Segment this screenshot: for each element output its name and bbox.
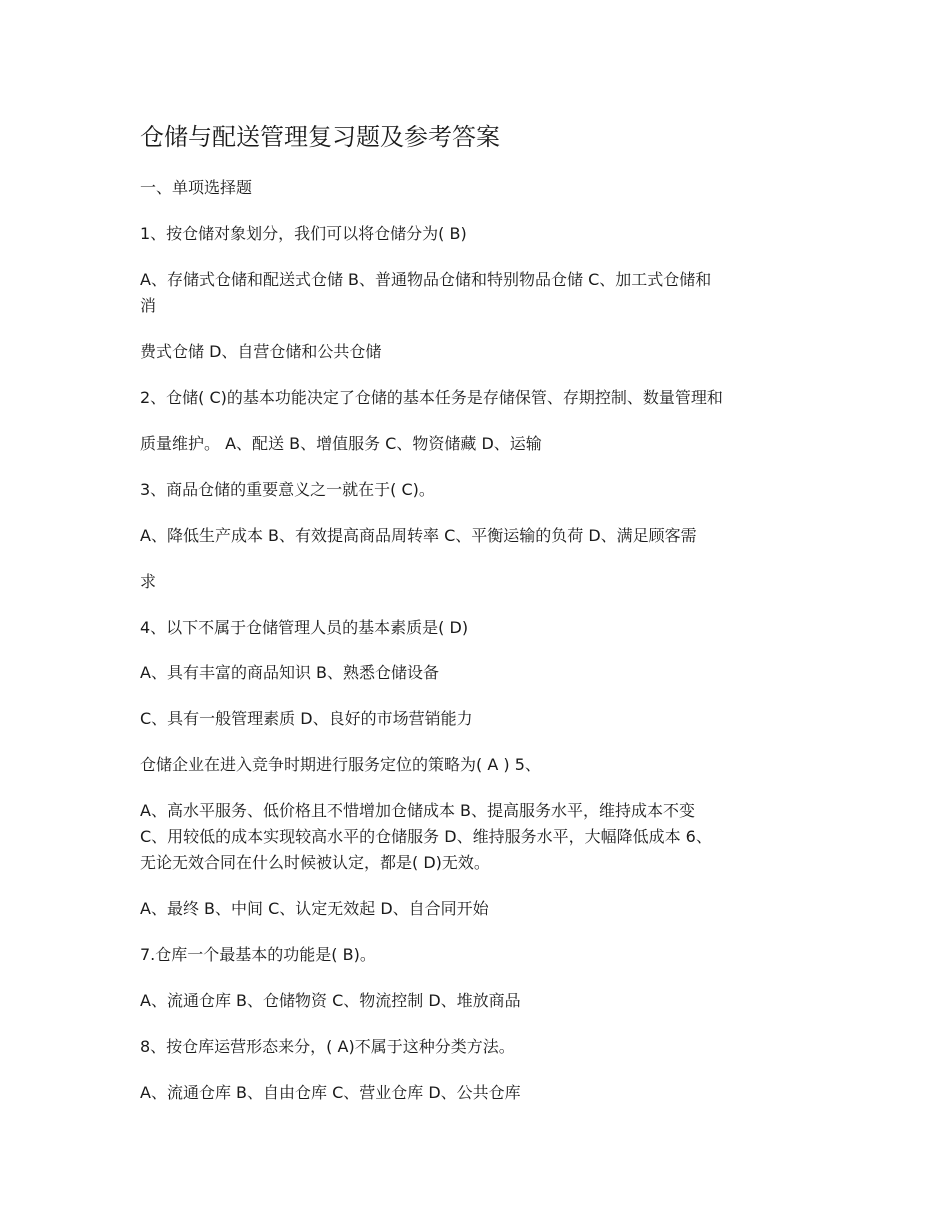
question-7-options: A、流通仓库 B、仓储物资 C、物流控制 D、堆放商品 xyxy=(140,991,521,1010)
question-4-options-a: A、具有丰富的商品知识 B、熟悉仓储设备 xyxy=(140,663,440,682)
question-7: 7.仓库一个最基本的功能是( B)。 xyxy=(140,945,376,964)
question-3: 3、商品仓储的重要意义之一就在于( C)。 xyxy=(140,480,435,499)
question-1-options: A、存储式仓储和配送式仓储 B、普通物品仓储和特别物品仓储 C、加工式仓储和 xyxy=(140,270,712,289)
question-6: 无论无效合同在什么时候被认定，都是( D)无效。 xyxy=(140,853,490,872)
question-1: 1、按仓储对象划分，我们可以将仓储分为( B) xyxy=(140,224,467,243)
question-3-options: A、降低生产成本 B、有效提高商品周转率 C、平衡运输的负荷 D、满足顾客需 xyxy=(140,526,697,545)
question-8: 8、按仓库运营形态来分，( A)不属于这种分类方法。 xyxy=(140,1037,515,1056)
question-1-options-wrap: 消 xyxy=(140,296,157,315)
question-2-options: 质量维护。 A、配送 B、增值服务 C、物资储藏 D、运输 xyxy=(140,434,542,453)
question-8-options: A、流通仓库 B、自由仓库 C、营业仓库 D、公共仓库 xyxy=(140,1083,521,1102)
document-title: 仓储与配送管理复习题及参考答案 xyxy=(140,123,500,151)
question-4: 4、以下不属于仓储管理人员的基本素质是( D) xyxy=(140,618,469,637)
section-heading: 一、单项选择题 xyxy=(140,178,253,197)
question-1-options-cont: 费式仓储 D、自营仓储和公共仓储 xyxy=(140,342,382,361)
question-5-options-b: C、用较低的成本实现较高水平的仓储服务 D、维持服务水平，大幅降低成本 6、 xyxy=(140,827,712,846)
question-3-options-wrap: 求 xyxy=(140,572,157,591)
question-4-options-b: C、具有一般管理素质 D、良好的市场营销能力 xyxy=(140,709,473,728)
question-5: 仓储企业在进入竞争时期进行服务定位的策略为( A ) 5、 xyxy=(140,755,541,774)
question-5-options-a: A、高水平服务、低价格且不惜增加仓储成本 B、提高服务水平，维持成本不变 xyxy=(140,801,696,820)
question-6-options: A、最终 B、中间 C、认定无效起 D、自合同开始 xyxy=(140,899,489,918)
question-2: 2、仓储( C)的基本功能决定了仓储的基本任务是存储保管、存期控制、数量管理和 xyxy=(140,388,723,407)
